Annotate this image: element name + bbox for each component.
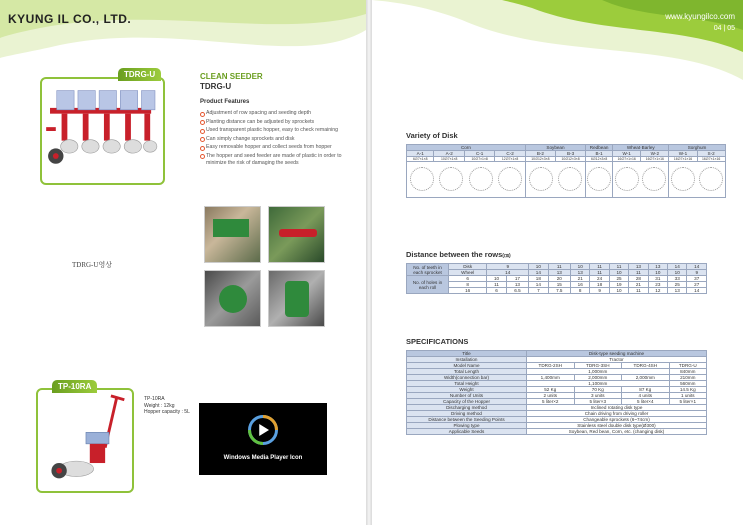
holes-value: 37 (687, 276, 707, 282)
video-player[interactable] (199, 403, 327, 475)
tp-hopper: Hopper capacity : 5L (144, 409, 190, 415)
spec-label: Installation (407, 357, 527, 363)
wheel-teeth: 13 (548, 270, 570, 276)
holes-row (407, 288, 707, 294)
holes-value: 13 (506, 282, 528, 288)
spec-label: Model Name (407, 363, 527, 369)
disk-spec: 10∅7×1×8 (464, 157, 494, 162)
spec-value: 14.5 Kg (669, 387, 706, 393)
disk-image (529, 167, 553, 191)
teeth-label: No. of teeth in each sprocket (407, 264, 449, 276)
spec-value: TDRG-U (669, 363, 706, 369)
company-name: KYUNG IL CO., LTD. (8, 12, 132, 26)
specs-row (407, 429, 707, 435)
spec-label: Width(connection bar) (407, 375, 527, 381)
spec-label: Total Length (407, 369, 527, 375)
spec-value: 5 liter×4 (622, 399, 670, 405)
disk-spec: 16∅7×1×16 (641, 157, 669, 162)
spec-value: 5 liter×1 (669, 399, 706, 405)
variety-group-corn: Corn (407, 145, 526, 151)
holes-label: No. of holes in each roll (407, 276, 449, 294)
holes-value: 25 (609, 276, 628, 282)
holes-value: 19 (609, 282, 628, 288)
disk-label: Disk (449, 264, 487, 270)
disk-code: A-2 (434, 151, 464, 157)
video-label: Windows Media Player Icon (223, 455, 303, 461)
spec-label: Capacity of the Hopper (407, 399, 527, 405)
spec-value: TDRG-3SH (574, 363, 622, 369)
disk-cell-wheat (613, 162, 669, 198)
tp-seeder-illustration (38, 390, 132, 491)
holes-value: 13 (668, 288, 687, 294)
disk-cell-soybean (525, 162, 585, 198)
spec-label: Driving method (407, 411, 527, 417)
media-player-icon (248, 415, 278, 445)
variety-disk-row (407, 162, 726, 198)
holes-value: 20 (548, 276, 570, 282)
wheel-teeth: 9 (687, 270, 707, 276)
spec-label: Distance between the Seeding Points (407, 417, 527, 423)
wheel-teeth: 14 (529, 270, 548, 276)
disk-spec: 16∅7×1×16 (669, 157, 697, 162)
disk-teeth: 11 (590, 264, 609, 270)
disk-image (558, 167, 582, 191)
feature-item: Easy removable hopper and collect seeds from hopper (200, 144, 355, 151)
variety-table (406, 144, 726, 198)
holes-value: 21 (629, 282, 648, 288)
holes-value: 6 (487, 288, 506, 294)
disk-teeth: 11 (609, 264, 628, 270)
holes-value: 18 (590, 282, 609, 288)
holes-value: 17 (506, 276, 528, 282)
disk-spec: 16∅7×1×16 (697, 157, 725, 162)
disk-spec: 6∅7×1×8 (407, 157, 434, 162)
disk-teeth: 10 (571, 264, 590, 270)
spec-label: Applicable Seeds (407, 429, 527, 435)
disk-code: C-2 (495, 151, 525, 157)
spec-value: 52 Kg (527, 387, 575, 393)
spec-label: Weight (407, 387, 527, 393)
disk-image (615, 167, 639, 191)
disk-teeth: 9 (487, 264, 529, 270)
page-numbers: 04 | 05 (713, 25, 735, 32)
distance-title-text: Distance between the rows (406, 250, 503, 259)
distance-table (406, 263, 707, 294)
feature-item: Can simply change sprockets and disk (200, 136, 355, 143)
holes-value: 7 (529, 288, 548, 294)
holes-value: 6.5 (506, 288, 528, 294)
holes-value: 15 (548, 282, 570, 288)
disk-teeth: 13 (629, 264, 648, 270)
holes-value: 25 (668, 282, 687, 288)
disk-code: B-3 (555, 151, 585, 157)
spec-value: 2,000mm (622, 375, 670, 381)
feature-item: Adjustment of row spacing and seeding depth (200, 110, 355, 117)
disk-code: C-1 (464, 151, 494, 157)
disk-code: S-2 (697, 151, 725, 157)
disk-teeth: 11 (548, 264, 570, 270)
disk-code: B-1 (586, 151, 613, 157)
detail-photo-disk (204, 270, 261, 327)
holes-value: 21 (571, 276, 590, 282)
tdrg-image-frame (40, 77, 165, 185)
right-page (372, 0, 743, 525)
holes-value: 11 (487, 282, 506, 288)
disk-spec: 10∅12×3×8 (555, 157, 585, 162)
spec-value: Tractor (527, 357, 707, 363)
disk-cell-corn (407, 162, 526, 198)
holes-value: 28 (629, 276, 648, 282)
holes-value: 14 (529, 282, 548, 288)
spec-value: 840mm (669, 369, 706, 375)
website: www.kyungilco.com (665, 12, 735, 21)
spec-value: 4 units (622, 393, 670, 399)
left-page (0, 0, 366, 525)
tdrg-category: CLEAN SEEDER (200, 72, 263, 81)
tp-tag: TP-10RA (52, 380, 97, 393)
detail-photo-unit (268, 270, 325, 327)
holes-value: 16 (449, 288, 487, 294)
variety-group-sorghum: Sorghum (669, 145, 725, 151)
spec-value: TDRG-2SH (527, 363, 575, 369)
variety-title: Variety of Disk (406, 131, 458, 140)
spec-value: 1,400mm (527, 375, 575, 381)
disk-teeth: 13 (648, 264, 667, 270)
tp-info (144, 396, 190, 416)
holes-value: 10 (487, 276, 506, 282)
disk-cell-redbean (586, 162, 613, 198)
variety-spec-row (407, 157, 726, 162)
disk-code: W-1 (669, 151, 697, 157)
specs-col-title: Title (407, 351, 527, 357)
spec-value: 5 liter×3 (574, 399, 622, 405)
distance-title (406, 250, 511, 259)
holes-value: 11 (629, 288, 648, 294)
disk-image (439, 167, 463, 191)
feature-item: Used transparent plastic hopper, easy to check remaining (200, 127, 355, 134)
variety-group-redbean: Redbean (586, 145, 613, 151)
wheel-teeth: 11 (629, 270, 648, 276)
holes-value: 27 (687, 282, 707, 288)
spec-value: Changeable sprockets (6~74cm) (527, 417, 707, 423)
wheel-label: Wheel (449, 270, 487, 276)
holes-value: 18 (529, 276, 548, 282)
disk-teeth: 10 (529, 264, 548, 270)
disk-cell-sorghum (669, 162, 725, 198)
disk-image (587, 167, 611, 191)
spec-value: Soybean, Red bean, Corn, etc. (changing disk) (527, 429, 707, 435)
spec-value: Inclined rotating disk type (527, 405, 707, 411)
wheel-teeth: 14 (487, 270, 529, 276)
tdrg-model: TDRG-U (200, 82, 232, 91)
holes-value: 10 (609, 288, 628, 294)
holes-value: 9 (590, 288, 609, 294)
feature-item: The hopper and seed feeder are made of plastic in order to minimize the risk of damaging the seeds (200, 153, 355, 167)
distance-unit: (㎝) (502, 253, 511, 259)
tdrg-seeder-illustration (42, 79, 163, 183)
spec-value: 1 units (669, 393, 706, 399)
spec-label: Discharging method (407, 405, 527, 411)
disk-image (498, 167, 522, 191)
disk-code: B-2 (525, 151, 555, 157)
spec-label: Number of Units (407, 393, 527, 399)
disk-spec: 10∅12×3×8 (525, 157, 555, 162)
spec-value: 560mm (669, 381, 706, 387)
disk-spec: 6∅12×3×8 (586, 157, 613, 162)
holes-value: 12 (648, 288, 667, 294)
holes-value: 6 (449, 276, 487, 282)
spec-value: Stainless steel double disk type(Ø300) (527, 423, 707, 429)
disk-code: A-1 (407, 151, 434, 157)
wheel-teeth: 10 (609, 270, 628, 276)
holes-value: 33 (668, 276, 687, 282)
features-title: Product Features (200, 99, 250, 105)
disk-code: W-1 (613, 151, 641, 157)
disk-image (671, 167, 695, 191)
video-caption: TDRG-U영상 (72, 261, 112, 269)
spec-value: 2,000mm (574, 375, 622, 381)
detail-photo-sprocket (268, 206, 325, 263)
spec-value: Chain driving from driving roller (527, 411, 707, 417)
spec-value: TDRG-4SH (622, 363, 670, 369)
disk-code: W-2 (641, 151, 669, 157)
wheel-teeth: 11 (590, 270, 609, 276)
disk-teeth: 14 (668, 264, 687, 270)
spec-value: 1,000mm (527, 369, 670, 375)
disk-spec: 16∅7×1×16 (613, 157, 641, 162)
disk-spec: 12∅7×1×8 (495, 157, 525, 162)
variety-group-wheat: Wheat·Barley (613, 145, 669, 151)
spec-value: 2 units (527, 393, 575, 399)
spec-value: 70 Kg (574, 387, 622, 393)
feature-item: Planting distance can be adjusted by sprockets (200, 119, 355, 126)
spec-value: 3 units (574, 393, 622, 399)
features-list (200, 110, 355, 168)
tp-image-frame (36, 388, 134, 493)
spec-value: 210mm (669, 375, 706, 381)
spec-value: 1,100mm (527, 381, 670, 387)
disk-image (469, 167, 493, 191)
tdrg-tag: TDRG-U (118, 68, 161, 81)
holes-value: 31 (648, 276, 667, 282)
tp-name: TP-10RA (144, 396, 165, 402)
wheel-teeth: 10 (648, 270, 667, 276)
spec-label: Plowing type (407, 423, 527, 429)
spec-label: Total Height (407, 381, 527, 387)
holes-value: 8 (449, 282, 487, 288)
wheel-teeth: 10 (668, 270, 687, 276)
header-wave (0, 0, 366, 70)
disk-image (642, 167, 666, 191)
holes-value: 14 (687, 288, 707, 294)
disk-teeth: 14 (687, 264, 707, 270)
holes-value: 16 (571, 282, 590, 288)
tp-weight: Weight : 12kg (144, 402, 175, 409)
holes-value: 23 (648, 282, 667, 288)
variety-group-soybean: Soybean (525, 145, 585, 151)
specs-col-machine: Disk-type seeding machine (527, 351, 707, 357)
holes-value: 24 (590, 276, 609, 282)
spec-value: 5 liter×2 (527, 399, 575, 405)
spec-value: 87 Kg (622, 387, 670, 393)
disk-spec: 10∅7×1×8 (434, 157, 464, 162)
holes-value: 7.5 (548, 288, 570, 294)
specs-title: SPECIFICATIONS (406, 337, 469, 346)
disk-image (410, 167, 434, 191)
wheel-teeth: 13 (571, 270, 590, 276)
disk-image (699, 167, 723, 191)
holes-value: 8 (571, 288, 590, 294)
detail-photo-hopper (204, 206, 261, 263)
specs-table (406, 350, 707, 435)
